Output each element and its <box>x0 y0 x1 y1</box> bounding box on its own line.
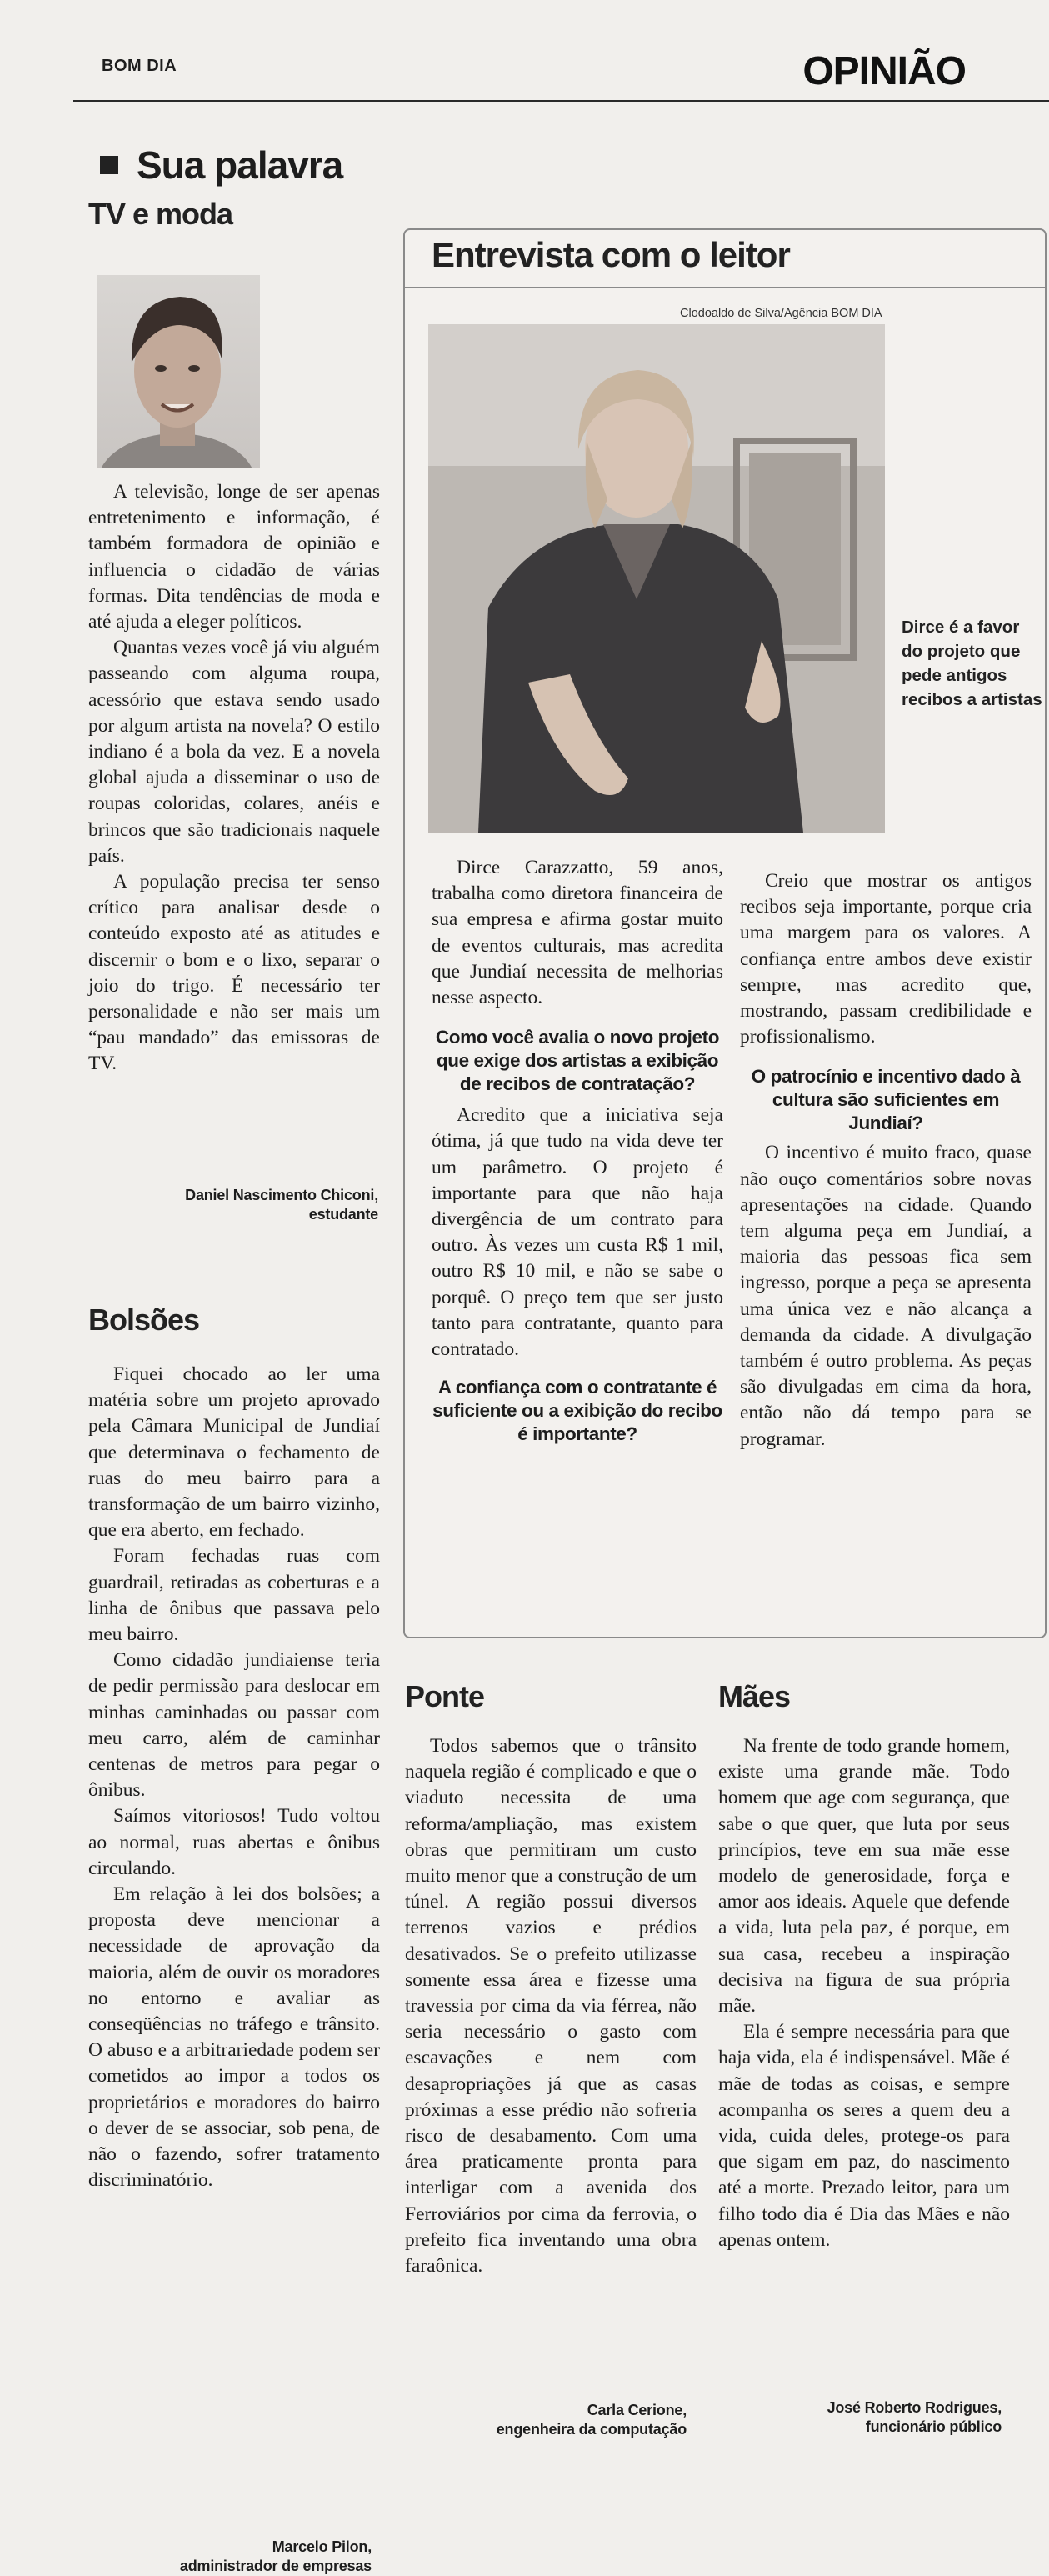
author-role: funcionário público <box>865 2418 1002 2435</box>
interview-intro: Dirce Carazzatto, 59 anos, trabalha como diretora financeira de sua empresa e afirma gostar muito de eventos culturais, mas acredita que Jundiaí necessita de melhorias nesse aspecto. <box>432 857 723 1009</box>
entrevista-title-rule <box>405 287 1045 288</box>
paper-name: BOM DIA <box>102 57 177 75</box>
interview-column-1 <box>432 855 723 1446</box>
tv-moda-signature <box>88 1186 378 1224</box>
sua-palavra-title: Sua palavra <box>137 143 343 187</box>
answer-2: Creio que mostrar os antigos recibos seja importante, porque cria uma margem para os valores. A confiança entre ambos deve existir sempre, mas acredito que, mostrando, passam credibilidade e profissionalismo. <box>740 870 1032 1048</box>
author-role: engenheira da computação <box>496 2421 687 2438</box>
sua-palavra-column <box>88 142 380 2574</box>
photo-caption: Dirce é a favor do projeto que pede antigos recibos a artistas <box>902 618 1042 709</box>
answer-2-wrap <box>740 868 1032 1050</box>
answer-3-wrap <box>740 1140 1032 1452</box>
paragraph: Ela é sempre necessária para que haja vida, ela é indispensável. Mãe é mãe de todas as coisas, e sempre acompanha os seres a quem deu a vida, cuida deles, protege-os para que sigam em paz, do nascimento até a morte. Prezado leitor, para um filho todo dia é Dia das Mães e não apenas ontem. <box>718 2021 1010 2251</box>
paragraph: Em relação à lei dos bolsões; a proposta deve mencionar a necessidade de aprovação da maioria, além de ouvir os moradores no entorno e avaliar as conseqüências no tráfego e trânsito. O abuso e a arbitrariedade podem ser cometidos ao impor a todos os proprietários e moradores do bairro o dever de se associar, sob pena, de não o fazendo, sofrer tratamento discriminatório. <box>88 1883 380 2192</box>
interview-photo <box>428 324 885 833</box>
paragraph: Foram fechadas ruas com guardrail, retiradas as coberturas e a linha de ônibus que passava pelo meu bairro. <box>88 1545 380 1646</box>
author-photo <box>97 275 260 468</box>
bolsoes-signature <box>88 2538 372 2576</box>
paragraph: Como cidadão jundiaiense teria de pedir permissão para deslocar em minhas caminhadas ou passar com meu carro, além de caminhar centenas de metros para pegar o ônibus. <box>88 1649 380 1802</box>
question-3: O patrocínio e incentivo dado à cultura são suficientes em Jundiaí? <box>751 1066 1021 1134</box>
square-bullet-icon <box>100 156 118 174</box>
sua-palavra-header <box>88 142 380 188</box>
paragraph: A população precisa ter senso crítico para analisar desde o conteúdo exposto até as atitudes e discernir o bom e o lixo, separar o joio do trigo. É necessário ter personalidade e não ser mais um “pau mandado” das emissoras de TV. <box>88 871 380 1075</box>
author-role: estudante <box>308 1206 378 1223</box>
tv-moda-body <box>88 479 380 1078</box>
answer-1: Acredito que a iniciativa seja ótima, já que tudo na vida deve ter um parâmetro. O projeto é importante para que não haja divergência de um contrato para outro. Às vezes um custa R$ 1 mil, outro R$ 10 mil, e não se sabe o porquê. O preço tem que ser justo tanto para contratante, quanto para contratado. <box>432 1104 723 1361</box>
photo-credit: Clodoaldo de Silva/Agência BOM DIA <box>680 307 882 320</box>
maes-title: Mães <box>718 1679 791 1713</box>
entrevista-title: Entrevista com o leitor <box>432 235 790 274</box>
paragraph: Saímos vitoriosos! Tudo voltou ao normal, ruas abertas e ônibus circulando. <box>88 1805 380 1879</box>
tv-moda-title: TV e moda <box>88 197 233 231</box>
author-name: Marcelo Pilon, <box>272 2538 372 2555</box>
author-name: Carla Cerione, <box>587 2402 687 2418</box>
interview-column-2 <box>740 868 1032 1453</box>
question-2: A confiança com o contratante é suficiente ou a exibição do recibo é importante? <box>432 1377 722 1445</box>
header-rule <box>73 100 1049 102</box>
paragraph: A televisão, longe de ser apenas entretenimento e informação, é também formadora de opinião e influencia o cidadão de várias formas. Dita tendências de moda e até ajuda a eleger políticos. <box>88 481 380 633</box>
author-name: Daniel Nascimento Chiconi, <box>185 1187 378 1203</box>
ponte-signature <box>405 2401 687 2439</box>
author-role: administrador de empresas <box>179 2558 372 2574</box>
ponte-title: Ponte <box>405 1679 485 1713</box>
ponte-body <box>405 1733 697 2279</box>
bolsoes-title: Bolsões <box>88 1303 200 1337</box>
maes-signature <box>718 2398 1002 2437</box>
author-name: José Roberto Rodrigues, <box>827 2399 1002 2416</box>
woman-portrait <box>428 324 885 833</box>
paragraph: Fiquei chocado ao ler uma matéria sobre um projeto aprovado pela Câmara Municipal de Jundiaí que determinava o fechamento de ruas do meu bairro para a transformação de um bairro vizinho, que era aberto, em fechado. <box>88 1363 380 1542</box>
paragraph: Todos sabemos que o trânsito naquela região é complicado e que o viaduto necessita de uma reforma/ampliação, mas existem obras que permitiram um custo muito menor que a construção de um túnel. A região possui diversos terrenos vazios e prédios desativados. Se o prefeito utilizasse somente essa área e fizesse uma travessia por cima da via férrea, não seria necessário o gasto com escavações e nem com desapropriações já que as casas próximas a esse prédio não sofreria risco de desabamento. Com uma área praticamente pronta para interligar com a avenida dos Ferroviários por cima da ferrovia, o prefeito fica inventando uma obra faraônica. <box>405 1735 697 2278</box>
entrevista-box <box>403 228 1047 1638</box>
answer-1-wrap <box>432 1103 723 1363</box>
paragraph: Quantas vezes você já viu alguém passeando com alguma roupa, acessório que estava sendo usado por algum artista na novela? O estilo indiano é a bola da vez. E a novela global ajuda a disseminar o uso de roupas coloridas, colares, anéis e brincos que são tradicionais naquele país. <box>88 637 380 867</box>
section-title: OPINIÃO <box>802 49 966 93</box>
paragraph: Na frente de todo grande homem, existe uma grande mãe. Todo homem que age com segurança, que sabe o que quer, que luta por seus princípios, teve em sua mãe esse modelo de generosidade, força e amor aos ideais. Aquele que defende a vida, luta pela paz, é porque, em sua casa, recebeu a inspiração decisiva na figura de sua própria mãe. <box>718 1735 1010 2018</box>
young-man-portrait <box>97 275 260 468</box>
maes-body <box>718 1733 1010 2253</box>
answer-3: O incentivo é muito fraco, quase não ouço comentários sobre novas apresentações na cidade. Quando tem alguma peça em Jundiaí, a maioria das pessoas fica sem ingresso, porque a peça se apresenta uma única vez e não alcança a demanda da cidade. A divulgação também é outro problema. As peças são divulgadas em cima da hora, então não dá tempo para se programar. <box>740 1142 1032 1450</box>
interview-intro-wrap <box>432 855 723 1011</box>
question-1: Como você avalia o novo projeto que exige dos artistas a exibição de recibos de contratação? <box>435 1027 720 1095</box>
bolsoes-body <box>88 1362 380 2194</box>
